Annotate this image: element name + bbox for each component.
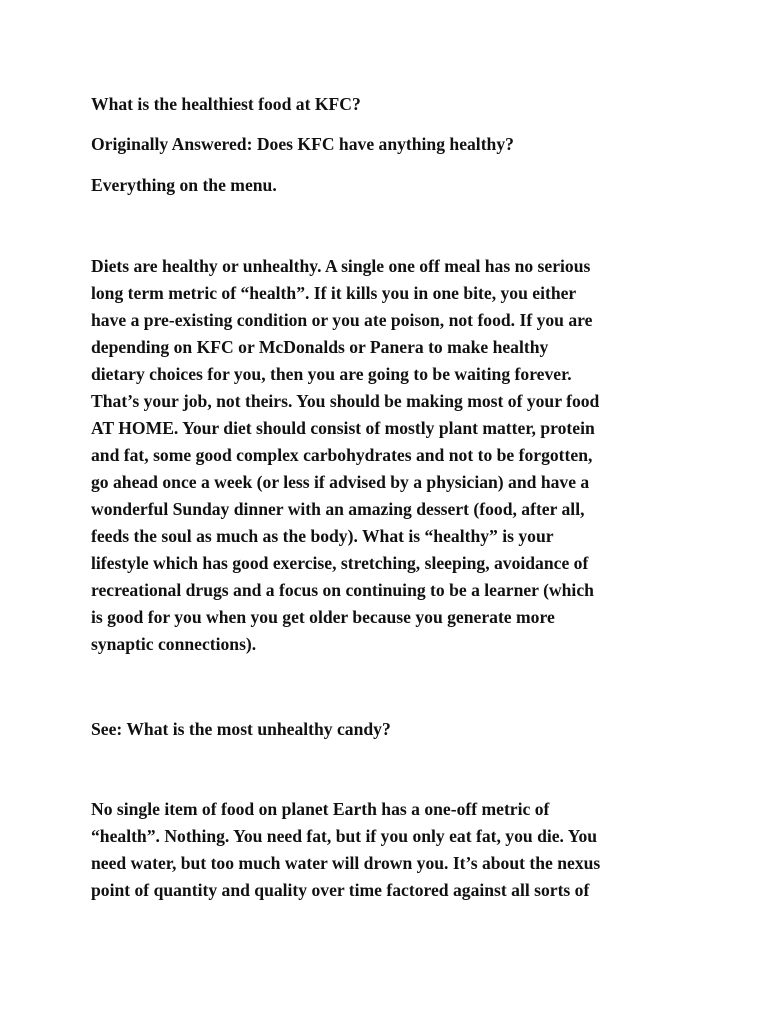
paragraph-line: synaptic connections). [91, 634, 257, 654]
paragraph-line: wonderful Sunday dinner with an amazing dessert (food, after all, [91, 499, 585, 519]
paragraph-line: That’s your job, not theirs. You should be making most of your food [91, 391, 600, 411]
paragraph-line: Diets are healthy or unhealthy. A single one off meal has no serious [91, 256, 591, 276]
see-also-text: See: What is the most unhealthy candy? [91, 719, 391, 739]
originally-answered-text: Originally Answered: Does KFC have anything healthy? [91, 134, 514, 154]
paragraph-line: No single item of food on planet Earth has a one-off metric of [91, 799, 550, 819]
paragraph-line: have a pre-existing condition or you ate poison, not food. If you are [91, 310, 593, 330]
short-answer [91, 172, 691, 199]
paragraph-line: and fat, some good complex carbohydrates and not to be forgotten, [91, 445, 593, 465]
paragraph-line: dietary choices for you, then you are going to be waiting forever. [91, 364, 572, 384]
paragraph-line: depending on KFC or McDonalds or Panera to make healthy [91, 337, 549, 357]
paragraph-line: feeds the soul as much as the body). What is “healthy” is your [91, 526, 554, 546]
paragraph-line: point of quantity and quality over time factored against all sorts of [91, 880, 590, 900]
paragraph-line: need water, but too much water will drown you. It’s about the nexus [91, 853, 601, 873]
short-answer-text: Everything on the menu. [91, 175, 277, 195]
paragraph-line: lifestyle which has good exercise, stretching, sleeping, avoidance of [91, 553, 589, 573]
paragraph-line: long term metric of “health”. If it kills you in one bite, you either [91, 283, 577, 303]
paragraph-line: is good for you when you get older because you generate more [91, 607, 555, 627]
see-also [91, 716, 691, 743]
originally-answered [91, 131, 691, 158]
paragraph-line: AT HOME. Your diet should consist of mostly plant matter, protein [91, 418, 595, 438]
question-heading [91, 91, 691, 118]
paragraph-2 [91, 796, 691, 904]
paragraph-line: go ahead once a week (or less if advised by a physician) and have a [91, 472, 590, 492]
paragraph-line: “health”. Nothing. You need fat, but if you only eat fat, you die. You [91, 826, 598, 846]
paragraph-1 [91, 253, 691, 658]
paragraph-line: recreational drugs and a focus on continuing to be a learner (which [91, 580, 594, 600]
question-text: What is the healthiest food at KFC? [91, 94, 361, 114]
